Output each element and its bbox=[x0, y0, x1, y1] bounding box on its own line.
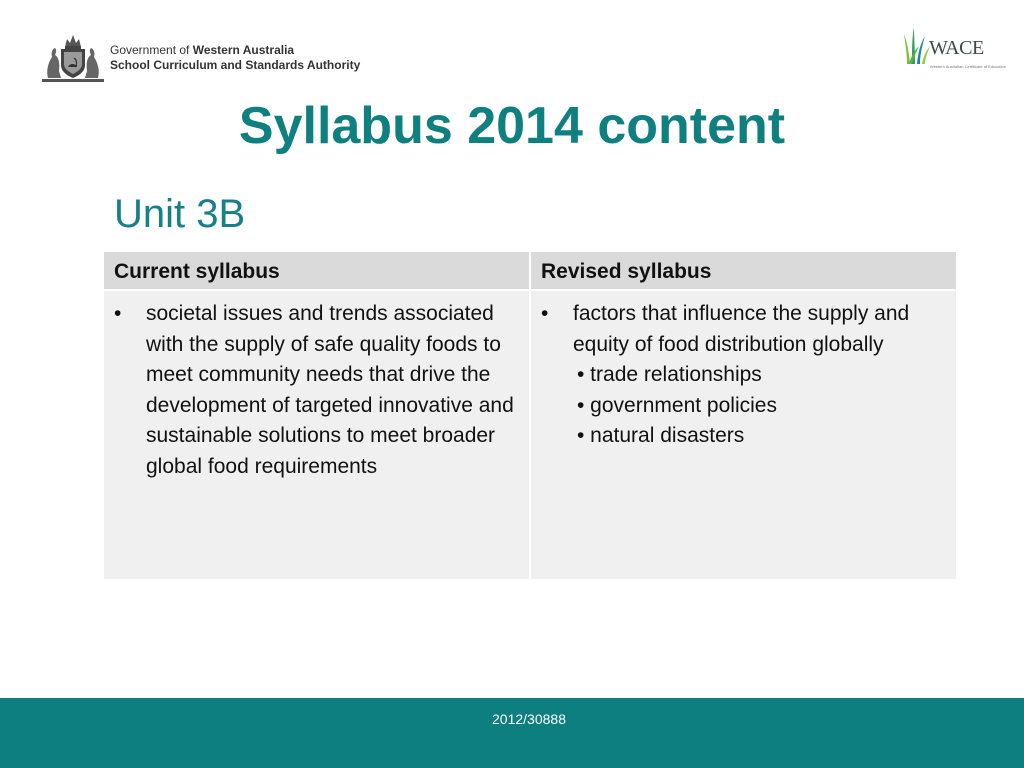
sub-list-item: • trade relationships bbox=[577, 363, 762, 386]
slide-subtitle: Unit 3B bbox=[114, 192, 246, 236]
bullet-marker: • bbox=[541, 302, 549, 325]
table-header-row bbox=[103, 251, 957, 290]
revised-syllabus-cell bbox=[530, 290, 957, 580]
government-prefix: Government of bbox=[110, 43, 193, 57]
government-header bbox=[40, 30, 360, 86]
list-item bbox=[114, 299, 519, 482]
wa-coat-of-arms-icon bbox=[40, 31, 106, 85]
current-syllabus-list bbox=[114, 299, 519, 482]
state-name: Western Australia bbox=[192, 43, 295, 57]
header-revised-syllabus: Revised syllabus bbox=[530, 251, 957, 290]
revised-syllabus-list bbox=[541, 299, 946, 360]
wace-tagline: Western Australian Certificate of Education bbox=[930, 64, 1006, 69]
footer-band bbox=[0, 698, 1024, 768]
list-item bbox=[541, 299, 946, 360]
document-code: 2012/30888 bbox=[492, 711, 566, 727]
government-line bbox=[110, 43, 360, 58]
revised-sub-list bbox=[541, 360, 946, 452]
syllabus-comparison-table bbox=[102, 250, 958, 581]
revised-syllabus-text: factors that influence the supply and equity of food distribution globally bbox=[573, 302, 910, 356]
authority-line: School Curriculum and Standards Authority bbox=[110, 58, 361, 72]
bullet-marker: • bbox=[114, 302, 122, 325]
current-syllabus-cell bbox=[103, 290, 530, 580]
wace-wordmark: WACE bbox=[929, 37, 984, 59]
sub-list-item: • government policies bbox=[577, 393, 777, 417]
wace-logo bbox=[903, 24, 1006, 74]
current-syllabus-text: societal issues and trends associated with the supply of safe quality foods to meet community needs that drive the development of targeted innovative and sustainable solutions to meet broader global food requirements bbox=[146, 302, 514, 478]
table-row bbox=[103, 290, 957, 580]
authority-name bbox=[110, 43, 360, 73]
sub-list-item: • natural disasters bbox=[577, 424, 745, 447]
header-current-syllabus: Current syllabus bbox=[103, 251, 530, 290]
slide-title: Syllabus 2014 content bbox=[238, 97, 786, 155]
